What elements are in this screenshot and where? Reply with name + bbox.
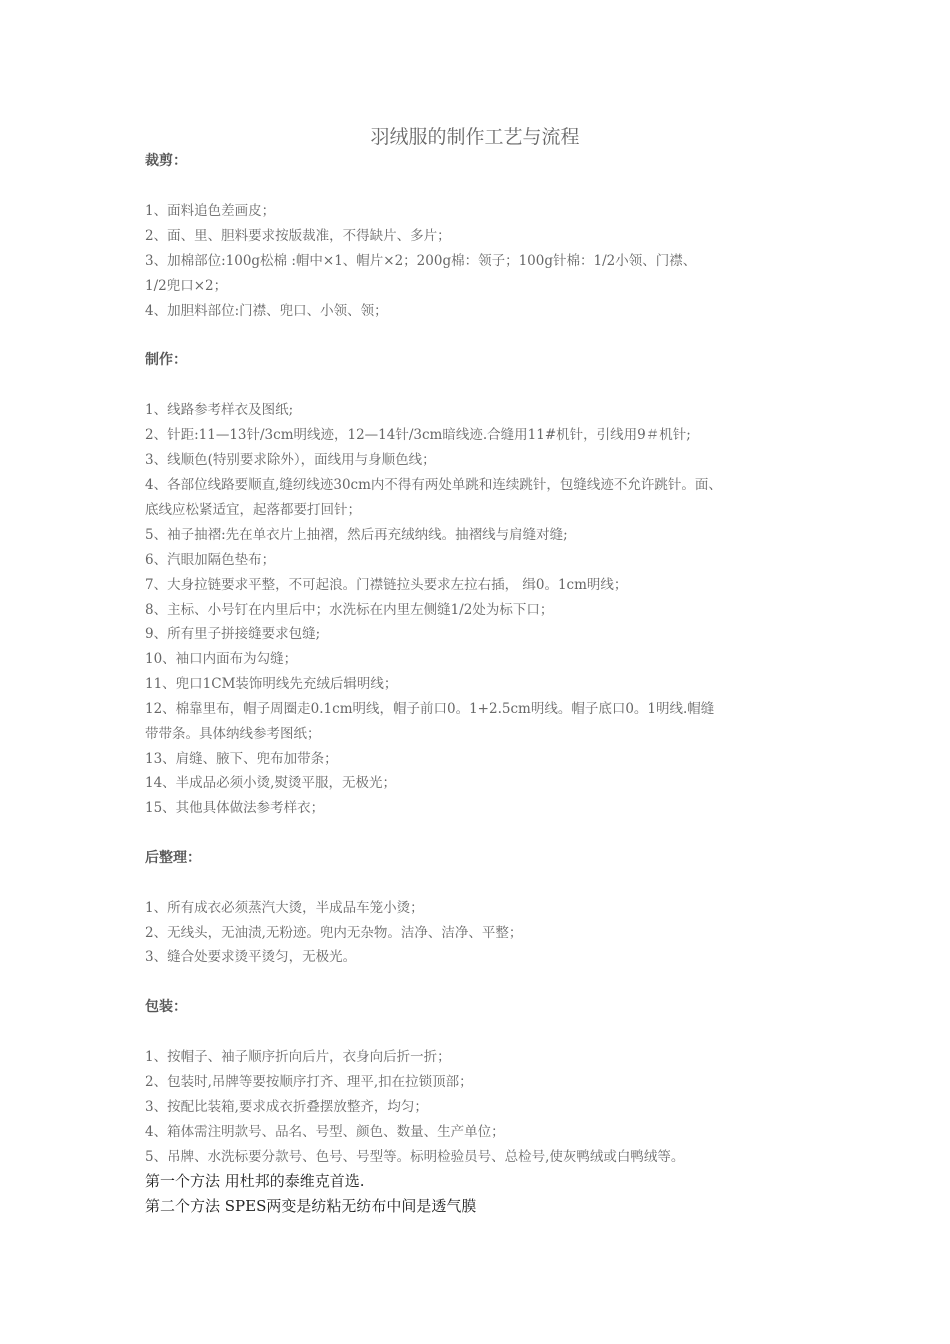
list-item: 8、主标、小号钉在内里后中；水洗标在内里左侧缝1/2处为标下口； [145,602,554,618]
list-item: 2、针距:11—13针/3cm明线迹，12—14针/3cm暗线迹.合缝用11#机针，引线用9＃机针; [145,427,691,443]
list-item: 9、所有里子拼接缝要求包缝; [145,626,321,642]
list-item: 1、按帽子、袖子顺序折向后片，衣身向后折一折； [145,1049,451,1065]
list-item: 4、箱体需注明款号、品名、号型、颜色、数量、生产单位； [145,1124,505,1140]
list-item: 底线应松紧适宜，起落都要打回针； [145,502,361,518]
list-item: 2、无线头，无油渍,无粉迹。兜内无杂物。洁净、洁净、平整； [145,925,523,941]
list-item: 3、线顺色(特别要求除外），面线用与身顺色线； [145,452,436,468]
list-item: 1、所有成衣必须蒸汽大烫，半成品车笼小烫； [145,900,424,916]
list-item: 5、吊牌、水洗标要分款号、色号、号型等。标明检验员号、总检号,使灰鸭绒或白鸭绒等。 [145,1149,685,1165]
note-method-one: 第一个方法 用杜邦的泰维克首选. [145,1172,365,1190]
list-item: 3、按配比装箱,要求成衣折叠摆放整齐，均匀； [145,1099,428,1115]
list-item: 1/2兜口×2； [145,278,228,294]
list-item: 4、加胆料部位:门襟、兜口、小领、领； [145,303,388,319]
list-item: 14、半成品必须小烫,熨烫平服，无极光； [145,775,396,791]
list-item: 3、缝合处要求烫平烫匀，无极光。 [145,949,357,965]
section-heading-finishing: 后整理： [145,850,201,866]
note-method-two: 第二个方法 SPES两变是纺粘无纺布中间是透气膜 [145,1197,477,1215]
section-heading-cutting: 裁剪： [145,153,187,169]
list-item: 4、各部位线路要顺直,缝纫线迹30cm内不得有两处单跳和连续跳针，包缝线迹不允许跳针。面、 [145,477,722,493]
list-item: 13、肩缝、腋下、兜布加带条； [145,751,338,767]
list-item: 带带条。具体纳线参考图纸； [145,726,321,742]
list-item: 5、袖子抽褶:先在单衣片上抽褶，然后再充绒纳线。抽褶线与肩缝对缝; [145,527,568,543]
list-item: 1、线路参考样衣及图纸; [145,402,294,418]
list-item: 15、其他具体做法参考样衣； [145,800,325,816]
list-item: 2、包装时,吊牌等要按顺序打齐、理平,扣在拉锁顶部； [145,1074,473,1090]
list-item: 3、加棉部位:100g松棉 :帽中×1、帽片×2；200g棉：领子；100g针棉：1/2小领、门襟、 [145,253,697,269]
list-item: 6、汽眼加隔色垫布； [145,552,276,568]
list-item: 1、面料追色差画皮； [145,203,276,219]
list-item: 12、棉靠里布，帽子周圈走0.1cm明线，帽子前口0。1+2.5cm明线。帽子底口0。1明线.帽缝 [145,701,715,717]
section-heading-making: 制作： [145,352,187,368]
document-title: 羽绒服的制作工艺与流程 [370,126,580,148]
list-item: 7、大身拉链要求平整，不可起浪。门襟链拉头要求左拉右插， 缉0。1cm明线； [145,577,628,593]
section-heading-packaging: 包装： [145,999,187,1015]
list-item: 2、面、里、胆料要求按版裁准，不得缺片、多片； [145,228,451,244]
list-item: 11、兜口1CM装饰明线先充绒后辑明线； [145,676,398,692]
list-item: 10、袖口内面布为勾缝； [145,651,298,667]
